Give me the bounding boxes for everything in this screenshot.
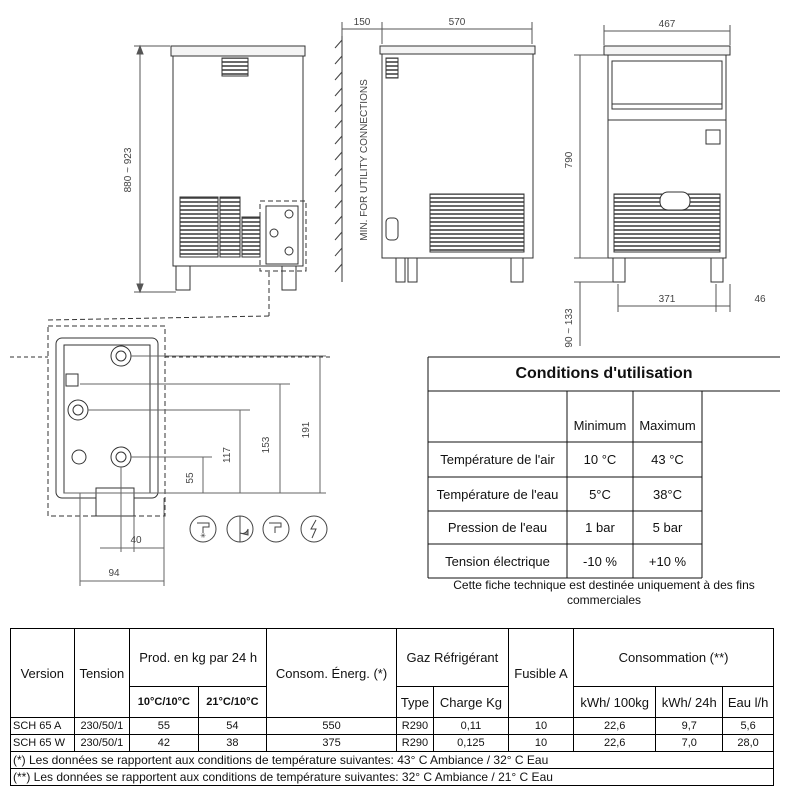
header-kwh-24h: kWh/ 24h bbox=[656, 687, 723, 718]
header-version: Version bbox=[11, 629, 75, 718]
cell-consom: 550 bbox=[267, 718, 397, 735]
commercial-note: Cette fiche technique est destinée uniquement à des fins commerciales bbox=[453, 578, 755, 607]
cell-kwh100: 22,6 bbox=[574, 718, 656, 735]
height-dimension bbox=[134, 46, 176, 292]
cell-type: R290 bbox=[396, 718, 433, 735]
height-range-label: 880 ~ 923 bbox=[123, 147, 134, 193]
width-label: 467 bbox=[658, 19, 676, 30]
cell-prod-b: 38 bbox=[198, 735, 267, 752]
cell-version: SCH 65 A bbox=[11, 718, 75, 735]
cell-charge: 0,11 bbox=[433, 718, 508, 735]
conditions-max-header: Maximum bbox=[639, 417, 696, 433]
cell-kwh100: 22,6 bbox=[574, 735, 656, 752]
cell-version: SCH 65 W bbox=[11, 735, 75, 752]
leg-span-label: 371 bbox=[658, 294, 676, 305]
header-production: Prod. en kg par 24 h bbox=[130, 629, 267, 687]
header-prod-10-10: 10°C/10°C bbox=[130, 687, 199, 718]
header-refrigerant: Gaz Réfrigérant bbox=[396, 629, 508, 687]
conditions-row-min: -10 % bbox=[583, 553, 617, 569]
conn-x2-label: 94 bbox=[108, 568, 120, 579]
conditions-row-label: Température de l'eau bbox=[436, 486, 559, 502]
cell-charge: 0,125 bbox=[433, 735, 508, 752]
cell-prod-a: 42 bbox=[130, 735, 199, 752]
header-tension: Tension bbox=[74, 629, 130, 718]
utility-label: MIN. FOR UTILITY CONNECTIONS bbox=[359, 79, 370, 241]
cell-fusible: 10 bbox=[508, 718, 573, 735]
svg-text:✳: ✳ bbox=[200, 533, 206, 540]
cell-eau: 28,0 bbox=[723, 735, 774, 752]
conditions-row-max: +10 % bbox=[648, 553, 687, 569]
cell-prod-b: 54 bbox=[198, 718, 267, 735]
specs-table bbox=[10, 628, 774, 786]
side-offset-label: 46 bbox=[754, 294, 766, 305]
conditions-row-max: 38°C bbox=[652, 486, 683, 502]
connection-detail bbox=[10, 326, 330, 516]
conditions-title: Conditions d'utilisation bbox=[515, 365, 693, 382]
leg-height-label: 90 ~ 133 bbox=[564, 308, 575, 348]
conn-h2-label: 153 bbox=[261, 436, 272, 454]
conn-x1-label: 40 bbox=[130, 535, 142, 546]
conditions-row-min: 5°C bbox=[589, 486, 611, 502]
body-height-label: 790 bbox=[564, 151, 575, 169]
conditions-row-label: Pression de l'eau bbox=[447, 520, 548, 535]
cell-kwh24: 7,0 bbox=[656, 735, 723, 752]
cell-prod-a: 55 bbox=[130, 718, 199, 735]
conditions-min-header: Minimum bbox=[573, 417, 627, 433]
conditions-row-max: 5 bar bbox=[652, 520, 683, 535]
water-inlet-icon bbox=[263, 516, 289, 542]
conditions-row-min: 1 bar bbox=[585, 520, 615, 535]
header-refrigerant-type: Type bbox=[396, 687, 433, 718]
header-consumption-energy: Consom. Énerg. (*) bbox=[267, 629, 397, 718]
electric-supply-icon bbox=[301, 516, 327, 542]
conn-h4-label: 55 bbox=[185, 472, 196, 484]
header-fuse: Fusible A bbox=[508, 629, 573, 718]
drain-icon bbox=[190, 516, 216, 542]
cell-tension: 230/50/1 bbox=[74, 735, 130, 752]
cell-fusible: 10 bbox=[508, 735, 573, 752]
cell-eau: 5,6 bbox=[723, 718, 774, 735]
conditions-row-min: 10 °C bbox=[583, 452, 617, 467]
side-view-dimensions bbox=[342, 22, 532, 44]
header-consommation: Consommation (**) bbox=[574, 629, 774, 687]
footnote-energy: (*) Les données se rapportent aux conditions de température suivantes: 43° C Ambiance / 32° C Eau bbox=[11, 752, 774, 769]
conditions-row-max: 43 °C bbox=[651, 452, 684, 467]
header-water: Eau l/h bbox=[723, 687, 774, 718]
header-refrigerant-charge: Charge Kg bbox=[433, 687, 508, 718]
table-row bbox=[11, 718, 774, 735]
cell-kwh24: 9,7 bbox=[656, 718, 723, 735]
depth-label: 570 bbox=[448, 17, 466, 28]
cell-type: R290 bbox=[396, 735, 433, 752]
clearance-label: 150 bbox=[353, 17, 371, 28]
conn-h3-label: 117 bbox=[222, 447, 233, 463]
header-kwh-100kg: kWh/ 100kg bbox=[574, 687, 656, 718]
cell-tension: 230/50/1 bbox=[74, 718, 130, 735]
conditions-row-label: Tension électrique bbox=[445, 553, 550, 569]
cell-consom: 375 bbox=[267, 735, 397, 752]
header-prod-21-10: 21°C/10°C bbox=[198, 687, 267, 718]
conditions-row-label: Température de l'air bbox=[440, 452, 555, 467]
rear-view bbox=[48, 46, 306, 320]
footnote-consumption: (**) Les données se rapportent aux conditions de température suivantes: 32° C Ambiance / 21° C Eau bbox=[11, 769, 774, 786]
front-view bbox=[604, 46, 730, 282]
conn-h1-label: 191 bbox=[301, 421, 312, 439]
drain-gravity-icon bbox=[227, 516, 253, 542]
table-row bbox=[11, 735, 774, 752]
